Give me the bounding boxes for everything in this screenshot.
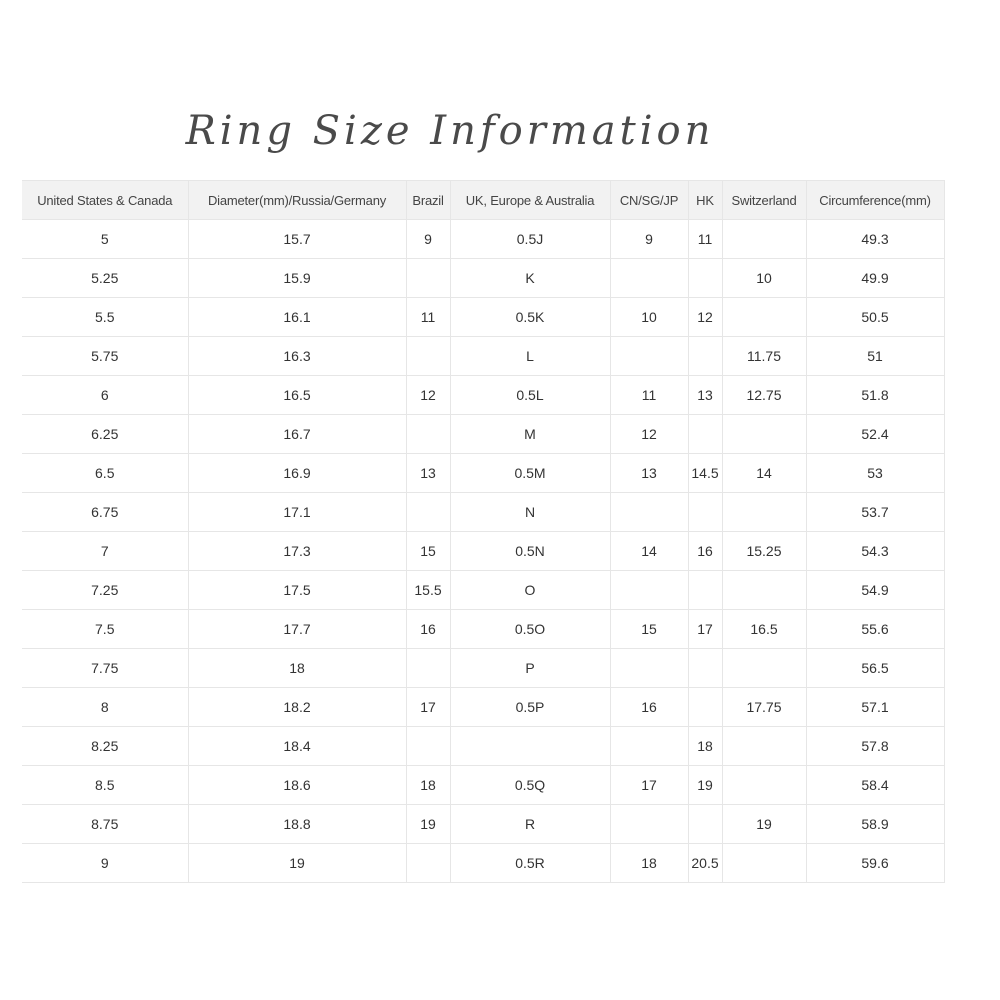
table-row (22, 493, 944, 532)
cell-diameter: 17.7 (188, 610, 406, 649)
header-us-canada: United States & Canada (22, 181, 188, 220)
cell-switzerland: 10 (722, 259, 806, 298)
table-row (22, 610, 944, 649)
cell-brazil: 9 (406, 220, 450, 259)
table-body (22, 220, 944, 883)
cell-diameter: 18.2 (188, 688, 406, 727)
header-cn-sg-jp: CN/SG/JP (610, 181, 688, 220)
cell-switzerland (722, 571, 806, 610)
cell-hk: 14.5 (688, 454, 722, 493)
cell-uk-europe-australia: O (450, 571, 610, 610)
cell-uk-europe-australia: 0.5L (450, 376, 610, 415)
cell-circumference: 57.1 (806, 688, 944, 727)
cell-uk-europe-australia: 0.5N (450, 532, 610, 571)
cell-us-canada: 7 (22, 532, 188, 571)
cell-uk-europe-australia: 0.5Q (450, 766, 610, 805)
cell-uk-europe-australia: 0.5O (450, 610, 610, 649)
cell-hk (688, 337, 722, 376)
cell-cn-sg-jp: 14 (610, 532, 688, 571)
cell-switzerland (722, 649, 806, 688)
cell-uk-europe-australia: P (450, 649, 610, 688)
cell-us-canada: 6.75 (22, 493, 188, 532)
cell-us-canada: 8.5 (22, 766, 188, 805)
cell-circumference: 49.9 (806, 259, 944, 298)
cell-brazil: 16 (406, 610, 450, 649)
header-brazil: Brazil (406, 181, 450, 220)
cell-switzerland: 17.75 (722, 688, 806, 727)
header-diameter: Diameter(mm)/Russia/Germany (188, 181, 406, 220)
cell-hk (688, 259, 722, 298)
cell-us-canada: 7.25 (22, 571, 188, 610)
cell-cn-sg-jp (610, 805, 688, 844)
cell-us-canada: 5.5 (22, 298, 188, 337)
cell-switzerland (722, 766, 806, 805)
table-row (22, 454, 944, 493)
cell-switzerland (722, 844, 806, 883)
cell-switzerland (722, 298, 806, 337)
cell-us-canada: 5.75 (22, 337, 188, 376)
cell-brazil: 15 (406, 532, 450, 571)
header-uk-europe-australia: UK, Europe & Australia (450, 181, 610, 220)
cell-circumference: 51 (806, 337, 944, 376)
cell-diameter: 17.3 (188, 532, 406, 571)
cell-diameter: 16.3 (188, 337, 406, 376)
cell-switzerland (722, 727, 806, 766)
cell-uk-europe-australia: K (450, 259, 610, 298)
cell-hk: 16 (688, 532, 722, 571)
cell-uk-europe-australia: 0.5P (450, 688, 610, 727)
cell-circumference: 50.5 (806, 298, 944, 337)
cell-cn-sg-jp: 9 (610, 220, 688, 259)
cell-brazil (406, 493, 450, 532)
header-hk: HK (688, 181, 722, 220)
cell-diameter: 16.5 (188, 376, 406, 415)
cell-us-canada: 8.75 (22, 805, 188, 844)
cell-cn-sg-jp: 15 (610, 610, 688, 649)
cell-circumference: 49.3 (806, 220, 944, 259)
table-row (22, 532, 944, 571)
cell-cn-sg-jp (610, 337, 688, 376)
cell-diameter: 15.9 (188, 259, 406, 298)
table-row (22, 220, 944, 259)
cell-diameter: 16.9 (188, 454, 406, 493)
cell-hk: 11 (688, 220, 722, 259)
cell-hk: 12 (688, 298, 722, 337)
table-row (22, 649, 944, 688)
cell-hk (688, 805, 722, 844)
cell-uk-europe-australia (450, 727, 610, 766)
cell-brazil: 18 (406, 766, 450, 805)
cell-uk-europe-australia: N (450, 493, 610, 532)
cell-brazil: 11 (406, 298, 450, 337)
cell-uk-europe-australia: L (450, 337, 610, 376)
ring-size-table (22, 180, 945, 883)
table-row (22, 415, 944, 454)
cell-switzerland: 12.75 (722, 376, 806, 415)
cell-us-canada: 9 (22, 844, 188, 883)
cell-us-canada: 6.25 (22, 415, 188, 454)
table-row (22, 727, 944, 766)
cell-us-canada: 8.25 (22, 727, 188, 766)
table-header-row (22, 181, 944, 220)
cell-switzerland (722, 493, 806, 532)
cell-diameter: 18.6 (188, 766, 406, 805)
cell-brazil (406, 649, 450, 688)
cell-switzerland (722, 415, 806, 454)
cell-circumference: 51.8 (806, 376, 944, 415)
cell-circumference: 53 (806, 454, 944, 493)
cell-diameter: 16.1 (188, 298, 406, 337)
cell-hk: 20.5 (688, 844, 722, 883)
cell-diameter: 15.7 (188, 220, 406, 259)
cell-cn-sg-jp: 16 (610, 688, 688, 727)
cell-uk-europe-australia: 0.5K (450, 298, 610, 337)
cell-us-canada: 6 (22, 376, 188, 415)
cell-switzerland: 15.25 (722, 532, 806, 571)
table-row (22, 259, 944, 298)
cell-hk: 18 (688, 727, 722, 766)
cell-circumference: 54.9 (806, 571, 944, 610)
cell-switzerland: 14 (722, 454, 806, 493)
cell-circumference: 54.3 (806, 532, 944, 571)
cell-diameter: 19 (188, 844, 406, 883)
cell-brazil (406, 415, 450, 454)
header-circumference: Circumference(mm) (806, 181, 944, 220)
cell-cn-sg-jp (610, 259, 688, 298)
cell-brazil: 19 (406, 805, 450, 844)
table-row (22, 805, 944, 844)
cell-hk: 17 (688, 610, 722, 649)
cell-circumference: 57.8 (806, 727, 944, 766)
table-row (22, 376, 944, 415)
cell-hk: 13 (688, 376, 722, 415)
cell-cn-sg-jp: 17 (610, 766, 688, 805)
cell-brazil: 15.5 (406, 571, 450, 610)
cell-us-canada: 5.25 (22, 259, 188, 298)
cell-brazil: 12 (406, 376, 450, 415)
cell-circumference: 58.9 (806, 805, 944, 844)
cell-cn-sg-jp: 13 (610, 454, 688, 493)
cell-hk (688, 415, 722, 454)
table-row (22, 844, 944, 883)
cell-brazil: 13 (406, 454, 450, 493)
table-row (22, 766, 944, 805)
header-switzerland: Switzerland (722, 181, 806, 220)
cell-cn-sg-jp: 12 (610, 415, 688, 454)
cell-diameter: 16.7 (188, 415, 406, 454)
cell-us-canada: 6.5 (22, 454, 188, 493)
cell-uk-europe-australia: 0.5J (450, 220, 610, 259)
cell-circumference: 52.4 (806, 415, 944, 454)
cell-switzerland (722, 220, 806, 259)
cell-circumference: 56.5 (806, 649, 944, 688)
cell-diameter: 18.4 (188, 727, 406, 766)
cell-uk-europe-australia: 0.5R (450, 844, 610, 883)
cell-brazil (406, 727, 450, 766)
cell-uk-europe-australia: 0.5M (450, 454, 610, 493)
cell-cn-sg-jp (610, 571, 688, 610)
cell-diameter: 18 (188, 649, 406, 688)
cell-us-canada: 7.75 (22, 649, 188, 688)
cell-circumference: 58.4 (806, 766, 944, 805)
cell-switzerland: 11.75 (722, 337, 806, 376)
cell-hk: 19 (688, 766, 722, 805)
cell-circumference: 55.6 (806, 610, 944, 649)
cell-switzerland: 16.5 (722, 610, 806, 649)
cell-hk (688, 493, 722, 532)
table-row (22, 298, 944, 337)
cell-hk (688, 649, 722, 688)
cell-brazil: 17 (406, 688, 450, 727)
cell-diameter: 17.1 (188, 493, 406, 532)
cell-diameter: 17.5 (188, 571, 406, 610)
cell-us-canada: 7.5 (22, 610, 188, 649)
cell-cn-sg-jp (610, 649, 688, 688)
cell-switzerland: 19 (722, 805, 806, 844)
cell-hk (688, 571, 722, 610)
table-row (22, 571, 944, 610)
cell-brazil (406, 844, 450, 883)
cell-hk (688, 688, 722, 727)
cell-cn-sg-jp: 18 (610, 844, 688, 883)
cell-cn-sg-jp (610, 727, 688, 766)
cell-circumference: 59.6 (806, 844, 944, 883)
table-row (22, 337, 944, 376)
cell-circumference: 53.7 (806, 493, 944, 532)
cell-cn-sg-jp: 11 (610, 376, 688, 415)
cell-cn-sg-jp (610, 493, 688, 532)
cell-brazil (406, 259, 450, 298)
cell-uk-europe-australia: R (450, 805, 610, 844)
page-title: Ring Size Information (185, 108, 715, 154)
cell-diameter: 18.8 (188, 805, 406, 844)
cell-us-canada: 5 (22, 220, 188, 259)
cell-uk-europe-australia: M (450, 415, 610, 454)
cell-brazil (406, 337, 450, 376)
cell-cn-sg-jp: 10 (610, 298, 688, 337)
table-row (22, 688, 944, 727)
cell-us-canada: 8 (22, 688, 188, 727)
